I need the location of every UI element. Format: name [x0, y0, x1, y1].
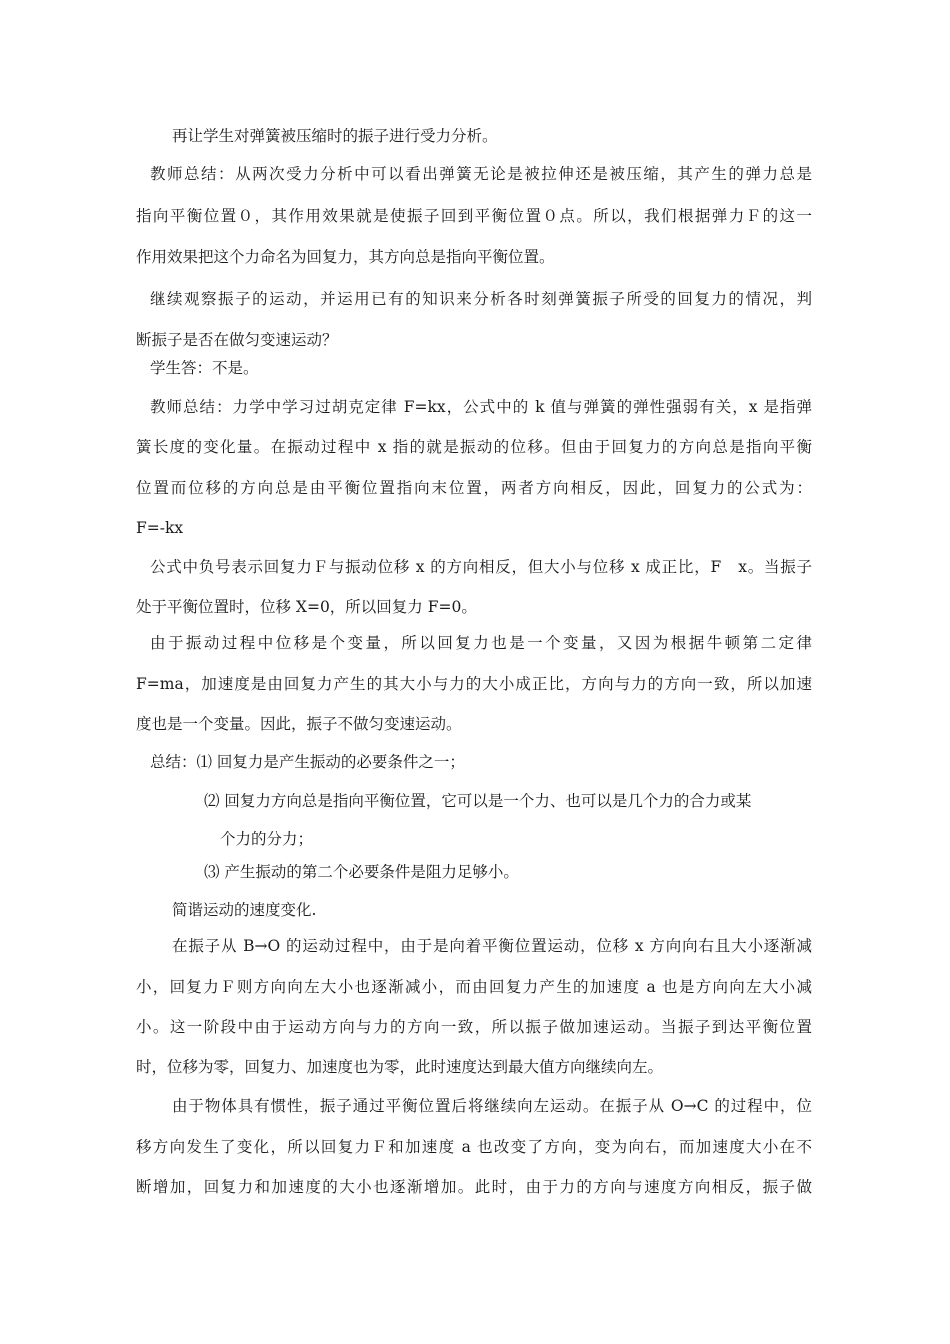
paragraph-line: 由于物体具有惯性，振子通过平衡位置后将继续向左运动。在振子从 O→C 的过程中，位	[172, 1097, 812, 1115]
paragraph-line: 指向平衡位置０，其作用效果就是使振子回到平衡位置０点。所以，我们根据弹力Ｆ的这一	[136, 207, 812, 225]
paragraph-line: 教师总结：力学中学习过胡克定律 F=kx，公式中的 k 值与弹簧的弹性强弱有关，x 是指弹	[150, 398, 812, 416]
paragraph-line: 小。这一阶段中由于运动方向与力的方向一致，所以振子做加速运动。当振子到达平衡位置	[136, 1018, 812, 1036]
paragraph-line: 公式中负号表示回复力Ｆ与振动位移 x 的方向相反，但大小与位移 x 成正比，F x。当振子	[150, 558, 812, 576]
paragraph-line: 处于平衡位置时，位移 X=0，所以回复力 F=0。	[136, 598, 477, 616]
paragraph-line: 由于振动过程中位移是个变量，所以回复力也是一个变量，又因为根据牛顿第二定律	[150, 634, 812, 652]
summary-item-2: ⑵ 回复力方向总是指向平衡位置，它可以是一个力、也可以是几个力的合力或某	[204, 792, 752, 810]
paragraph-line: 小，回复力Ｆ则方向向左大小也逐渐减小，而由回复力产生的加速度 a 也是方向向左大小减	[136, 978, 812, 996]
paragraph-line: 作用效果把这个力命名为回复力，其方向总是指向平衡位置。	[136, 248, 555, 266]
paragraph-line: 继续观察振子的运动，并运用已有的知识来分析各时刻弹簧振子所受的回复力的情况，判	[150, 290, 812, 308]
paragraph-line: 断增加，回复力和加速度的大小也逐渐增加。此时，由于力的方向与速度方向相反，振子做	[136, 1178, 812, 1196]
paragraph-line: 度也是一个变量。因此，振子不做匀变速运动。	[136, 715, 462, 733]
summary-item-3: ⑶ 产生振动的第二个必要条件是阻力足够小。	[204, 863, 519, 881]
paragraph-line: 学生答：不是。	[150, 359, 259, 377]
paragraph-line: 教师总结：从两次受力分析中可以看出弹簧无论是被拉伸还是被压缩，其产生的弹力总是	[150, 165, 812, 183]
summary-item-2-cont: 个力的分力；	[220, 830, 314, 848]
paragraph-line: F=ma，加速度是由回复力产生的其大小与力的大小成正比，方向与力的方向一致，所以加速	[136, 675, 812, 693]
paragraph-line: 移方向发生了变化，所以回复力Ｆ和加速度 a 也改变了方向，变为向右，而加速度大小在不	[136, 1138, 812, 1156]
paragraph-line: 簧长度的变化量。在振动过程中 x 指的就是振动的位移。但由于回复力的方向总是指向平衡	[136, 438, 812, 456]
paragraph-line: 位置而位移的方向总是由平衡位置指向末位置，两者方向相反，因此，回复力的公式为：	[136, 479, 812, 497]
paragraph-line: 断振子是否在做匀变速运动？	[136, 331, 338, 349]
section-heading: 简谐运动的速度变化.	[172, 901, 317, 919]
paragraph-line: 在振子从 B→O 的运动过程中，由于是向着平衡位置运动，位移 x 方向向右且大小逐渐减	[172, 937, 812, 955]
summary-item-1: 总结：⑴ 回复力是产生振动的必要条件之一；	[150, 753, 465, 771]
paragraph-line: 再让学生对弹簧被压缩时的振子进行受力分析。	[172, 127, 498, 145]
paragraph-line: 时，位移为零，回复力、加速度也为零，此时速度达到最大值方向继续向左。	[136, 1058, 664, 1076]
formula-line: F=-kx	[136, 519, 184, 537]
